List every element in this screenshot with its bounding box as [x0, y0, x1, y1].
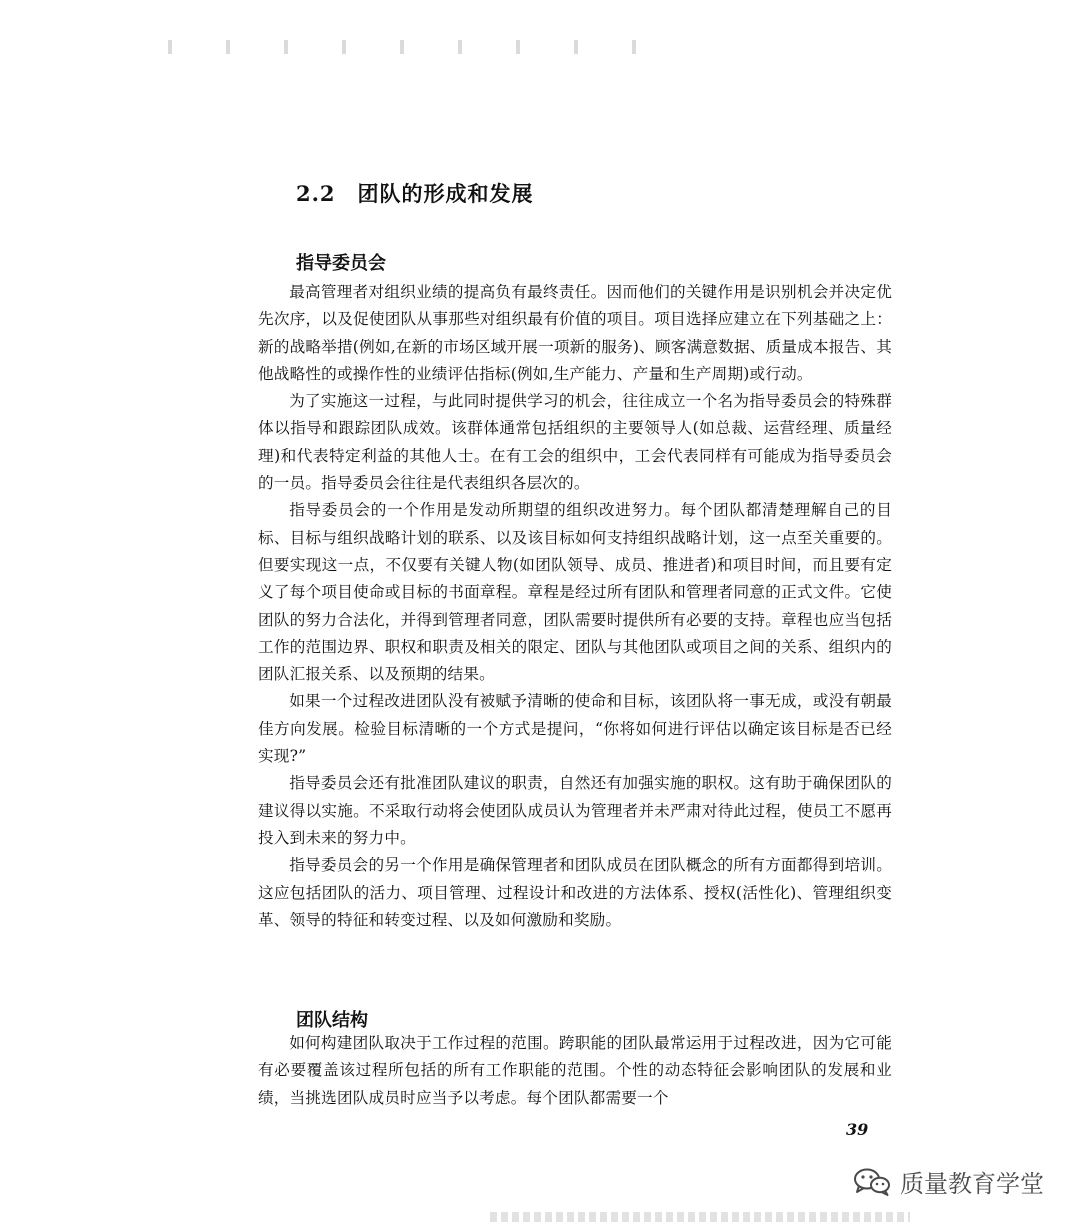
- subheading-team-structure: 团队结构: [296, 1010, 368, 1031]
- scan-artifact-top: [140, 40, 680, 54]
- paragraph: 指导委员会的另一个作用是确保管理者和团队成员在团队概念的所有方面都得到培训。这应包括团队的活力、项目管理、过程设计和改进的方法体系、授权(活性化)、管理组织变革、领导的特征和转变过程、以及如何激励和奖励。: [258, 856, 892, 929]
- team-structure-body: [258, 1030, 892, 1112]
- watermark-text: 质量教育学堂: [900, 1170, 1044, 1198]
- paragraph: 最高管理者对组织业绩的提高负有最终责任。因而他们的关键作用是识别机会并决定优先次序，以及促使团队从事那些对组织最有价值的项目。项目选择应建立在下列基础之上：新的战略举措(例如,在新的市场区域开展一项新的服务)、顾客满意数据、质量成本报告、其他战略性的或操作性的业绩评估指标(例如,生产能力、产量和生产周期)或行动。: [258, 283, 892, 383]
- paragraph: 指导委员会的一个作用是发动所期望的组织改进努力。每个团队都清楚理解自己的目标、目标与组织战略计划的联系、以及该目标如何支持组织战略计划，这一点至关重要的。但要实现这一点，不仅要有关键人物(如团队领导、成员、推进者)和项目时间，而且要有定义了每个项目使命或目标的书面章程。章程是经过所有团队和管理者同意的正式文件。它使团队的努力合法化，并得到管理者同意，团队需要时提供所有必要的支持。章程也应当包括工作的范围边界、职权和职责及相关的限定、团队与其他团队或项目之间的关系、组织内的团队汇报关系、以及预期的结果。: [258, 501, 892, 684]
- subheading-steering-committee: 指导委员会: [296, 253, 386, 274]
- wechat-icon: [852, 1167, 892, 1197]
- steering-committee-body: [258, 279, 892, 934]
- scan-artifact-bottom: [490, 1212, 910, 1222]
- page-number: 39: [846, 1120, 869, 1139]
- paragraph: 如何构建团队取决于工作过程的范围。跨职能的团队最常运用于过程改进，因为它可能有必要覆盖该过程所包括的所有工作职能的范围。个性的动态特征会影响团队的发展和业绩，当挑选团队成员时应当予以考虑。每个团队都需要一个: [258, 1034, 892, 1107]
- section-title: 2.2 团队的形成和发展: [296, 181, 534, 206]
- watermark: [852, 1164, 1044, 1199]
- paragraph: 为了实施这一过程，与此同时提供学习的机会，往往成立一个名为指导委员会的特殊群体以指导和跟踪团队成效。该群体通常包括组织的主要领导人(如总裁、运营经理、质量经理)和代表特定利益的其他人士。在有工会的组织中，工会代表同样有可能成为指导委员会的一员。指导委员会往往是代表组织各层次的。: [258, 392, 892, 493]
- paragraph: 如果一个过程改进团队没有被赋予清晰的使命和目标，该团队将一事无成，或没有朝最佳方向发展。检验目标清晰的一个方式是提问，“你将如何进行评估以确定该目标是否已经实现?”: [258, 692, 892, 766]
- paragraph: 指导委员会还有批准团队建议的职责，自然还有加强实施的职权。这有助于确保团队的建议得以实施。不采取行动将会使团队成员认为管理者并未严肃对待此过程，使员工不愿再投入到未来的努力中。: [258, 774, 892, 847]
